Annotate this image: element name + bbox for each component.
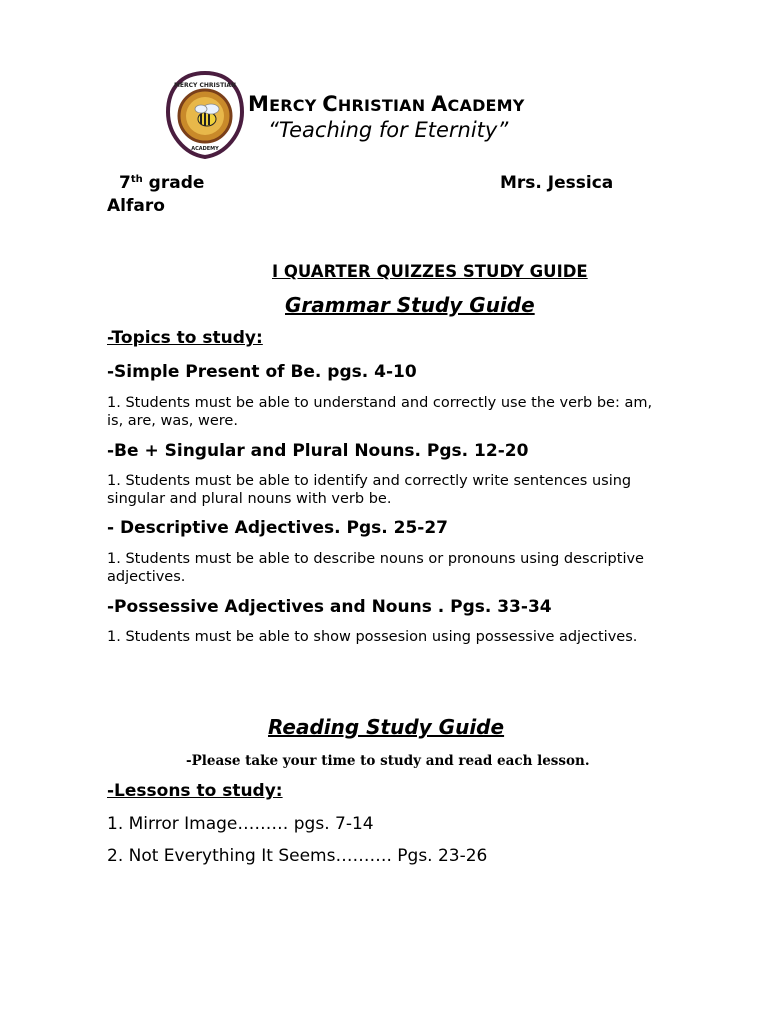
lesson-item: 1. Mirror Image……… pgs. 7-14: [107, 814, 374, 834]
topic-title: -Possessive Adjectives and Nouns . Pgs. 33-34: [107, 597, 552, 617]
document-title: I QUARTER QUIZZES STUDY GUIDE: [272, 262, 588, 281]
school-name: MERCY CHRISTIAN ACADEMY: [248, 92, 525, 116]
logo-text-bottom: ACADEMY: [191, 146, 219, 152]
logo-text-top: MERCY CHRISTIAN: [173, 82, 237, 89]
topic-description: 1. Students must be able to show possesion using possessive adjectives.: [107, 629, 638, 645]
grade-label: 7th grade: [119, 173, 205, 193]
grammar-heading: Grammar Study Guide: [285, 293, 535, 317]
teacher-name-line1: Mrs. Jessica: [500, 173, 614, 193]
school-logo: [164, 70, 246, 160]
topic-description: 1. Students must be able to understand and correctly use the verb be: am, is, are, was, were.: [107, 395, 653, 429]
lesson-item: 2. Not Everything It Seems………. Pgs. 23-26: [107, 846, 488, 866]
topic-description: 1. Students must be able to identify and correctly write sentences using singular and plural nouns with verb be.: [107, 473, 632, 507]
reading-heading: Reading Study Guide: [268, 715, 505, 739]
lessons-label: -Lessons to study:: [107, 781, 283, 801]
teacher-name-line2: Alfaro: [107, 196, 165, 216]
topic-title: -Be + Singular and Plural Nouns. Pgs. 12-20: [107, 441, 529, 461]
reading-note: -Please take your time to study and read each lesson.: [186, 753, 590, 769]
topics-label: -Topics to study:: [107, 328, 263, 348]
topic-description: 1. Students must be able to describe nouns or pronouns using descriptive adjectives.: [107, 551, 644, 585]
school-motto: “Teaching for Eternity”: [268, 118, 509, 142]
topic-title: - Descriptive Adjectives. Pgs. 25-27: [107, 518, 448, 538]
topic-title: -Simple Present of Be. pgs. 4-10: [107, 362, 417, 382]
